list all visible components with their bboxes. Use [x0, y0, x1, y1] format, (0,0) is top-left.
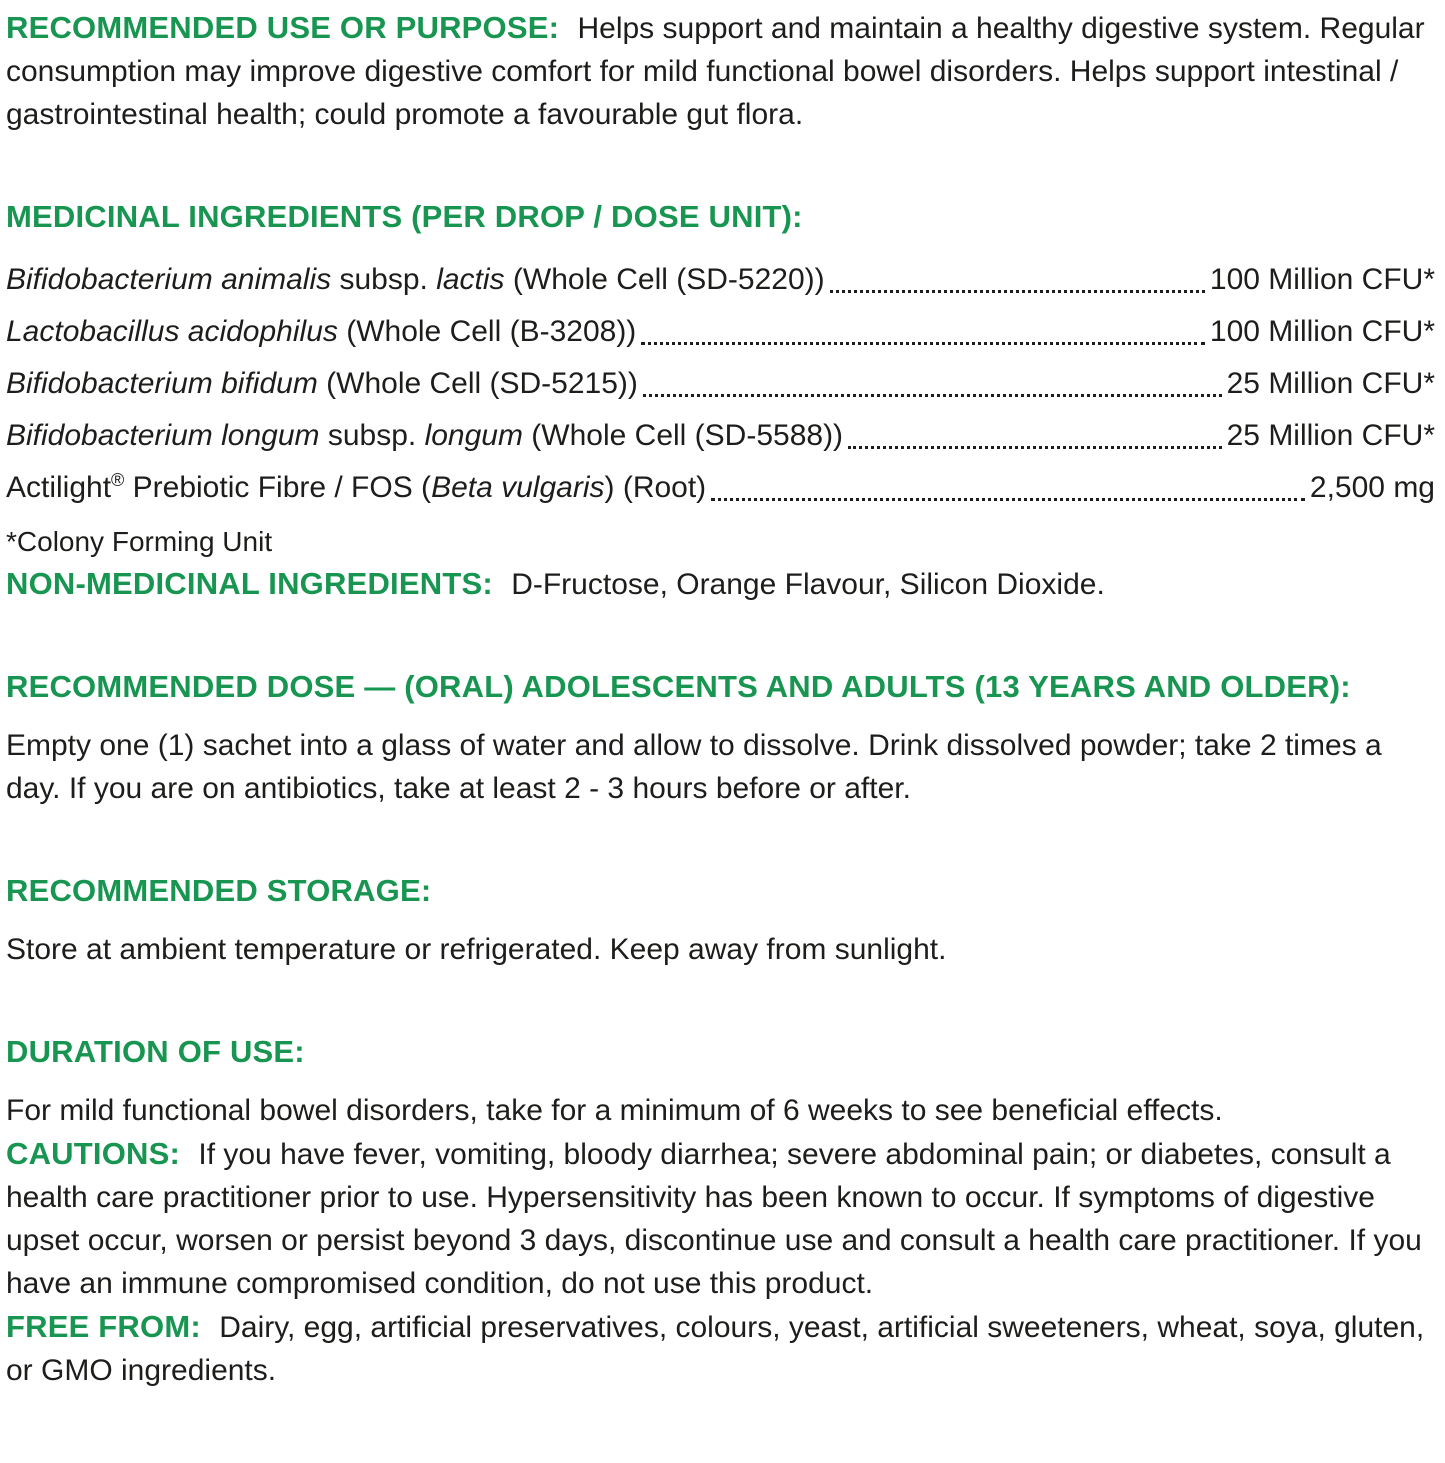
ingredient-amount: 100 Million CFU* [1209, 263, 1435, 296]
section-non-medicinal [6, 562, 1435, 606]
duration-of-use-heading: DURATION OF USE: [6, 1034, 305, 1069]
recommended-storage-body: Store at ambient temperature or refrigerated. Keep away from sunlight. [6, 933, 947, 966]
recommended-use-heading: RECOMMENDED USE OR PURPOSE: [6, 10, 560, 45]
free-from-body: Dairy, egg, artificial preservatives, colours, yeast, artificial sweeteners, wheat, soya, gluten, or GMO ingredients. [6, 1311, 1425, 1387]
dotted-leader [641, 342, 1205, 345]
cautions-body: If you have fever, vomiting, bloody diarrhea; severe abdominal pain; or diabetes, consult a health care practitioner prior to use. Hypersensitivity has been known to occur. If symptoms of digestive upset occur, worsen or persist beyond 3 days, discontinue use and consult a health care practitioner. If you have an immune compromised condition, do not use this product. [6, 1138, 1422, 1300]
non-medicinal-body: D-Fructose, Orange Flavour, Silicon Dioxide. [511, 568, 1105, 601]
dotted-leader [643, 394, 1222, 397]
cautions-heading: CAUTIONS: [6, 1136, 181, 1171]
recommended-dose-heading: RECOMMENDED DOSE — (ORAL) ADOLESCENTS AND ADULTS (13 YEARS AND OLDER): [6, 669, 1351, 704]
ingredient-row [6, 462, 1435, 514]
medicinal-ingredients-list [6, 254, 1435, 514]
ingredient-name: Actilight® Prebiotic Fibre / FOS (Beta vulgaris) (Root) [6, 470, 707, 504]
ingredient-name: Bifidobacterium longum subsp. longum (Whole Cell (SD-5588)) [6, 419, 844, 452]
recommended-dose-body: Empty one (1) sachet into a glass of water and allow to dissolve. Drink dissolved powder; take 2 times a day. If you are on antibiotics, take at least 2 - 3 hours before or after. [6, 729, 1382, 805]
cfu-footnote: *Colony Forming Unit [6, 526, 273, 557]
dotted-leader [830, 290, 1205, 293]
section-free-from [6, 1305, 1435, 1392]
ingredient-row [6, 410, 1435, 462]
ingredient-name: Lactobacillus acidophilus (Whole Cell (B-3208)) [6, 315, 637, 348]
section-recommended-storage [6, 868, 1435, 971]
ingredient-name: Bifidobacterium bifidum (Whole Cell (SD-5215)) [6, 367, 638, 400]
dotted-leader [711, 498, 1305, 501]
section-cautions [6, 1132, 1435, 1305]
recommended-storage-heading: RECOMMENDED STORAGE: [6, 873, 432, 908]
section-recommended-dose [6, 664, 1435, 810]
dotted-leader [848, 446, 1222, 449]
non-medicinal-heading: NON-MEDICINAL INGREDIENTS: [6, 566, 493, 601]
section-recommended-use [6, 6, 1435, 136]
section-medicinal-ingredients [6, 194, 1435, 562]
ingredient-row [6, 358, 1435, 410]
ingredient-row [6, 306, 1435, 358]
ingredient-amount: 2,500 mg [1309, 471, 1435, 504]
recommended-use-body: Helps support and maintain a healthy digestive system. Regular consumption may improve digestive comfort for mild functional bowel disorders. Helps support intestinal / gastrointestinal health; could promote a favourable gut flora. [6, 12, 1425, 131]
ingredient-amount: 100 Million CFU* [1209, 315, 1435, 348]
duration-of-use-body: For mild functional bowel disorders, take for a minimum of 6 weeks to see beneficial effects. [6, 1094, 1223, 1127]
free-from-heading: FREE FROM: [6, 1309, 201, 1344]
ingredient-amount: 25 Million CFU* [1226, 367, 1435, 400]
ingredient-amount: 25 Million CFU* [1226, 419, 1435, 452]
ingredient-row [6, 254, 1435, 306]
medicinal-ingredients-heading: MEDICINAL INGREDIENTS (PER DROP / DOSE UNIT): [6, 199, 803, 234]
section-duration-of-use [6, 1029, 1435, 1132]
ingredient-name: Bifidobacterium animalis subsp. lactis (Whole Cell (SD-5220)) [6, 263, 825, 296]
